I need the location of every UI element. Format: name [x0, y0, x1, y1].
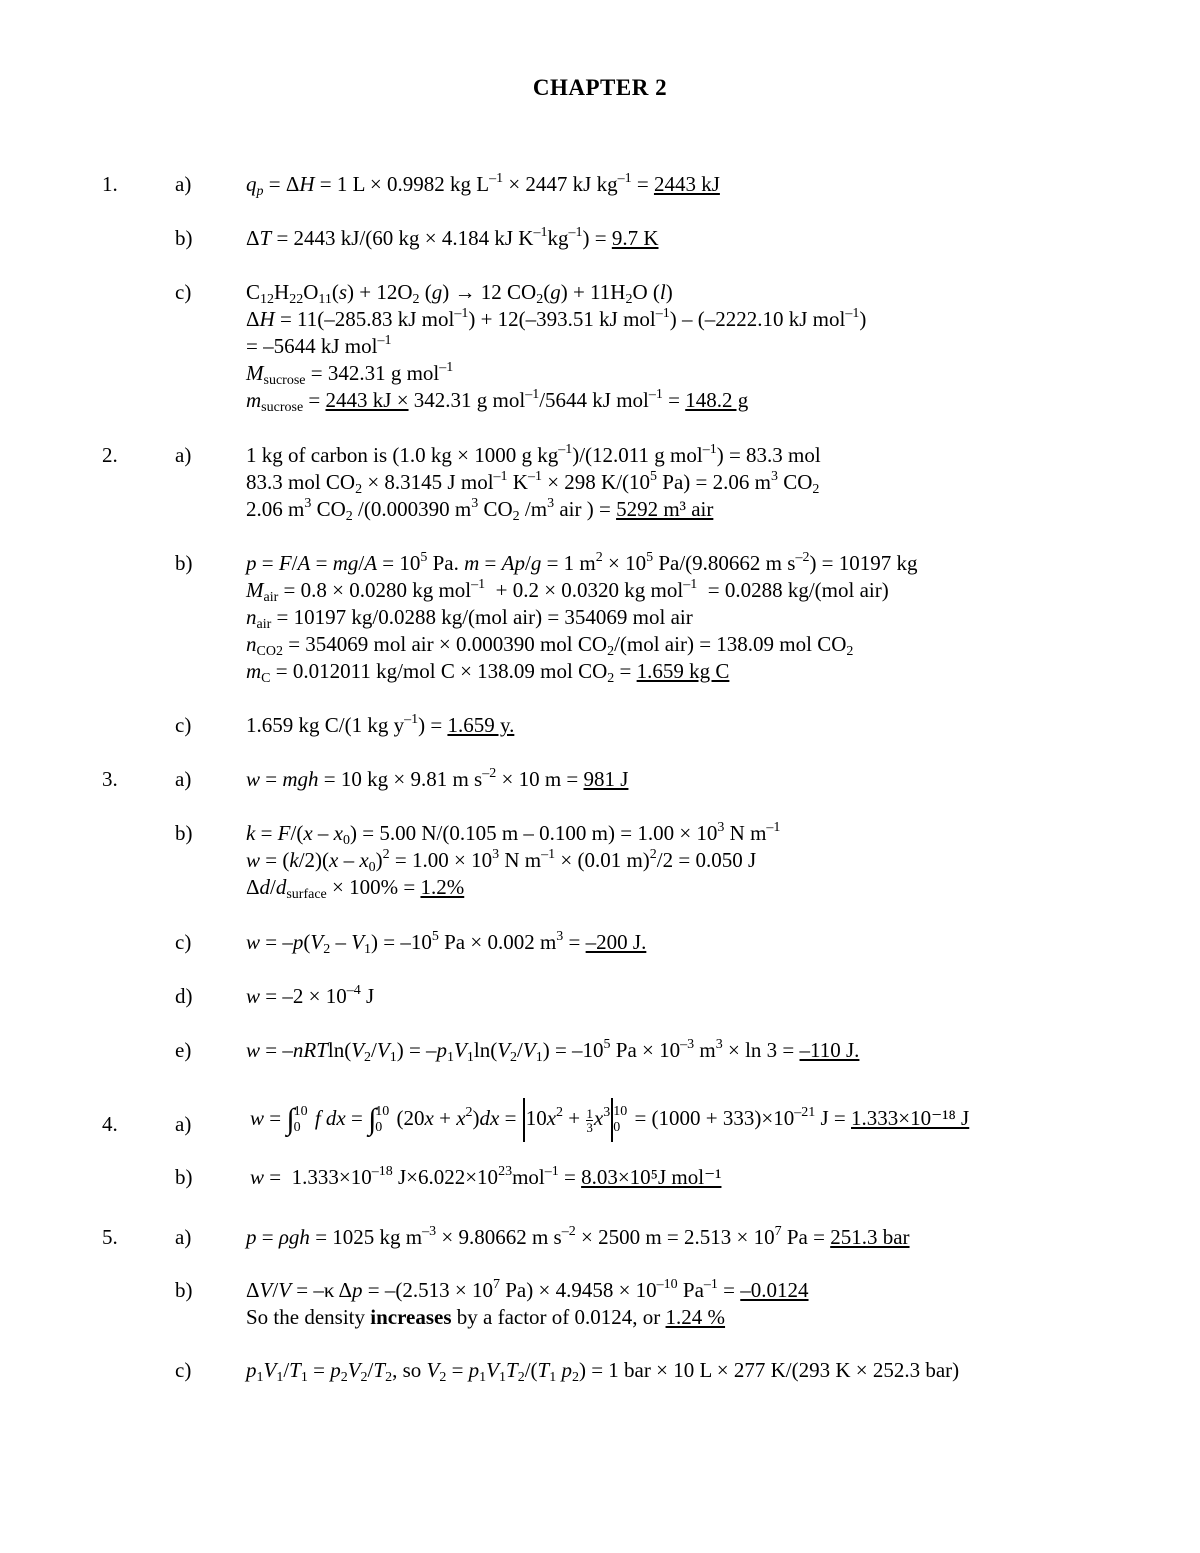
- equation-line: p = ρgh = 1025 kg $m^{-3} \times 9.80662$ m $s^{-2} \times 2500$ $m = 2.513 \times 10^7$ Pa = 251.3 bar: [246, 1224, 910, 1249]
- equation-line: $w = (k/2)(x - x_0)^2 = 1.00 \times 10^3$ N $m^{-1} \times (0.01$ m)$^2$/2 = 0.050 J: [246, 847, 757, 875]
- part-label: b): [175, 821, 193, 845]
- answer: 981 J: [583, 767, 629, 791]
- equation-line: 1 kg of carbon is (1.0 kg × 1000 g $kg^{-1})/(12.011$ g mol$^{-1}$) = 83.3 mol: [246, 442, 821, 467]
- part-label: a): [175, 767, 192, 791]
- part-label: a): [175, 172, 192, 196]
- equation-line: = –5644 kJ mol$^{-1}$: [246, 333, 392, 358]
- equation-line: 83.3 mol $CO_2 \times 8.3145$ J mol$^{-1}$ $K^{-1} \times 298$ $K/(10^5$ Pa) = 2.06 $m^3$ $CO_2$: [246, 469, 820, 497]
- problem-number: 3.: [102, 767, 118, 791]
- part-label: c): [175, 713, 192, 737]
- equation-line: $k = F/(x - x_0) = 5.00$ N/(0.105 m – 0.100 $m) = 1.00 \times 10^3$ N $m^{-1}$: [246, 820, 781, 848]
- equation-line: $p_1V_1/T_1 = p_2V_2/T_2$, so $V_2 = p_1V_1T_2/(T_1$ $p_2) = 1$ bar × 10 L × 277 K/(293 K × 252.3 bar): [246, 1358, 960, 1385]
- part-label: c): [175, 930, 192, 954]
- equation-line: ΔV/V = –κ $\Delta p = -(2.513 \times 10^7$ $Pa) \times 4.9458 \times 10^{-10}$ $Pa^{-1} = -0.0124$: [246, 1277, 809, 1302]
- part-label: c): [175, 1358, 192, 1382]
- problem-number: 4.: [102, 1112, 118, 1136]
- equation-line: ΔT = 2443 kJ/(60 kg × 4.184 kJ $K^{-1}kg^{-1}) = 9.7$ K: [246, 225, 659, 250]
- answer: –110 J.: [799, 1038, 860, 1062]
- equation-line: $m_{sucrose} = 2443$ kJ × 342.31 g mol$^{-1}$/5644 kJ mol$^{-1}$ = 148.2 g: [246, 387, 749, 415]
- equation-line: $w = -2 \times 10^{-4}$ J: [246, 983, 375, 1008]
- equation-line: $\Delta d/d_{surface} \times 100\% = 1.2\%$: [246, 875, 465, 902]
- answer: 1.24 %: [665, 1305, 726, 1329]
- part-label: b): [175, 1165, 193, 1189]
- page-title: CHAPTER 2: [532, 75, 668, 100]
- answer: 1.659 y.: [447, 713, 515, 737]
- equation-line: $w = 1.333\times 10^{-18}$ $J\times 6.022\times 10^{23}mol^{-1} = 8.03\times 10^5J$ mol⁻¹: [250, 1164, 722, 1189]
- answer: 5292 m³ air: [616, 497, 714, 521]
- equation-line: $n_{air} = 10197$ kg/0.0288 kg/(mol air) = 354069 mol air: [246, 605, 693, 632]
- problem-number: 5.: [102, 1225, 118, 1249]
- answer: 2443 kJ: [653, 172, 720, 196]
- part-label: b): [175, 1278, 193, 1302]
- answer: 148.2 g: [685, 388, 749, 412]
- answer: –200 J.: [585, 930, 647, 954]
- problem-number: 1.: [102, 172, 118, 196]
- answer: –0.0124: [740, 1278, 809, 1302]
- equation-line: $w = -p(V_2 - V_1) = -10^5$ Pa × 0.002 $m^3 = -200$ J.: [246, 929, 647, 957]
- answer: 1.2%: [420, 875, 465, 899]
- answer: 1.333×10⁻¹⁸ J: [851, 1105, 970, 1130]
- answer: 1.659 kg C: [636, 659, 730, 683]
- equation-line: $C_{12}H_{22}O_{11}(s) + 12O_2$ (g) → 12 $CO_2(g) + 11H_2O$ (l): [246, 280, 673, 307]
- part-label: b): [175, 551, 193, 575]
- part-label: c): [175, 280, 192, 304]
- part-label: a): [175, 443, 192, 467]
- equation-line: 1.659 kg C/(1 kg $y^{-1}) = 1.659$ y.: [246, 712, 515, 737]
- answer: 9.7 K: [611, 226, 659, 250]
- equation-line: $m_C = 0.012011$ kg/mol C × 138.09 mol $CO_2 = 1.659$ kg C: [246, 659, 730, 686]
- answer: 8.03×10⁵J mol⁻¹: [581, 1165, 722, 1189]
- part-label: e): [175, 1038, 192, 1062]
- text-line: So the density increases by a factor of 0.0124, or 1.24 %: [246, 1305, 726, 1329]
- equation-line: $M_{air} = 0.8 \times 0.0280$ kg mol$^{-1}$ + 0.2 × 0.0320 kg mol$^{-1}$ = 0.0288 kg/(mol air): [246, 577, 889, 605]
- equation-line: w = mgh = 10 kg × 9.81 m $s^{-2} \times 10$ m = 981 J: [246, 766, 629, 791]
- problem-number: 2.: [102, 443, 118, 467]
- equation-line: $p = F/A = mg/A = 10^5$ Pa. m = Ap/g = 1 $m^2 \times 10^5$ Pa/(9.80662 m $s^{-2}) = 10197$ kg: [246, 550, 918, 575]
- equation-line: $w = -nRTln(V_2/V_1) = -p_1V_1\ln(V_2/V_1) = -10^5$ $Pa \times 10^{-3}$ $m^3 \times \ln 3 = -110$ J.: [246, 1037, 860, 1065]
- equation-line: $q_p = \Delta H = 1$ L × 0.9982 kg $L^{-1} \times 2447$ kJ $kg^{-1} = 2443$ kJ: [246, 171, 720, 199]
- answer: 251.3 bar: [830, 1225, 910, 1249]
- part-label: d): [175, 984, 193, 1008]
- equation-line: 2.06 $m^3$ $CO_2$ /(0.000390 $m^3$ $CO_2$ $/m^3$ air ) = 5292 m³ air: [246, 496, 714, 524]
- part-label: a): [175, 1112, 192, 1136]
- equation-line: $M_{sucrose} = 342.31$ g mol$^{-1}$: [246, 360, 454, 388]
- equation-line: ΔH = 11(–285.83 kJ mol$^{-1}$) + 12(–393.51 kJ mol$^{-1}$) – (–2222.10 kJ mol$^{-1}$): [246, 306, 867, 331]
- equation-line: w = ∫ 10 0 f dx = ∫ 10 0 $(20x + x^2)dx = 10x^2$ + $\frac{1}{3}$ $x^3$ 10 0 = $(1000 + 333)\times 10^{-21}$ J = 1.333×10⁻¹⁸ J: [250, 1098, 969, 1142]
- part-label: a): [175, 1225, 192, 1249]
- equation-line: $n_{CO2} = 354069$ mol air × 0.000390 mol $CO_2/(mol$ air) = 138.09 mol $CO_2$: [246, 632, 854, 659]
- part-label: b): [175, 226, 193, 250]
